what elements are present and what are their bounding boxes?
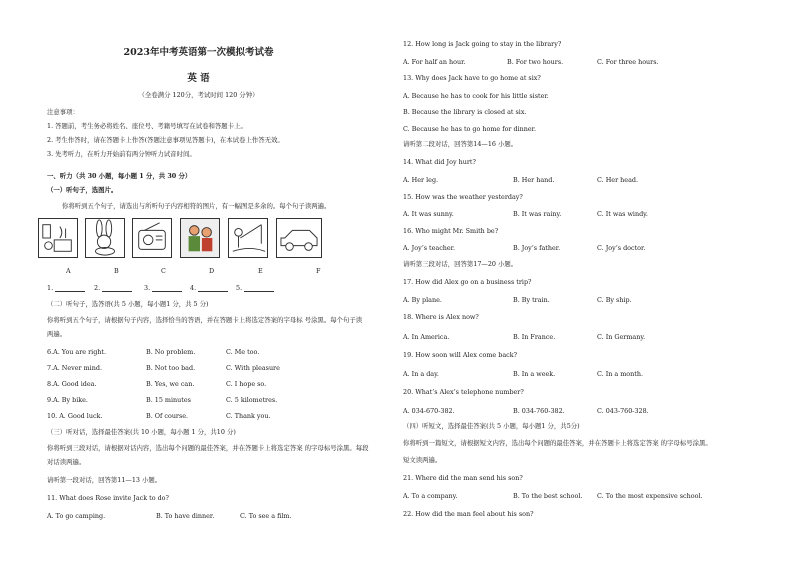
answer-blank-2[interactable]: 2. xyxy=(94,284,132,292)
q12-stem: 12. How long is Jack going to stay in the library? xyxy=(403,40,562,48)
pic-letter-f: F xyxy=(316,267,321,275)
q21-option-b[interactable]: B. To the best school. xyxy=(513,492,583,500)
q17-stem: 17. How did Alex go on a business trip? xyxy=(403,278,532,286)
q19-option-c[interactable]: C. In a month. xyxy=(597,370,643,378)
part-3-title: （三）听对话，选择最佳答案(共 10 小题，每小题 1 分，共10 分) xyxy=(47,428,236,436)
answer-blank-4[interactable]: 4. xyxy=(190,284,228,292)
q18-option-b[interactable]: B. In France. xyxy=(513,333,556,341)
q15-option-b[interactable]: B. It was rainy. xyxy=(513,210,562,218)
q22-stem: 22. How did the man feel about his son? xyxy=(403,510,534,518)
q6-option-b[interactable]: B. No problem. xyxy=(146,348,196,356)
q8-option-a[interactable]: 8.A. Good idea. xyxy=(47,380,97,388)
q7-option-c[interactable]: C. With pleasure xyxy=(226,364,280,372)
q13-stem: 13. Why does Jack have to go home at six? xyxy=(403,74,541,82)
part-3-instruction: 你将听到三段对话，请根据对话内容，选出每个问题的最佳答案，并在答题卡上将选定答案 的字母标号涂黑。每段 xyxy=(47,444,369,452)
q17-option-b[interactable]: B. By train. xyxy=(513,296,550,304)
q16-option-c[interactable]: C. Joy’s doctor. xyxy=(597,244,646,252)
q16-option-b[interactable]: B. Joy’s father. xyxy=(513,244,561,252)
picture-d-people-icon xyxy=(180,218,220,258)
answer-blank-3[interactable]: 3. xyxy=(144,284,182,292)
q15-option-c[interactable]: C. It was windy. xyxy=(597,210,648,218)
part-4-title: （四）听短文，选择最佳答案(共 5 小题，每小题1 分，共5分) xyxy=(403,422,580,430)
q14-option-b[interactable]: B. Her hand. xyxy=(513,176,555,184)
picture-c-radio-icon xyxy=(132,218,172,258)
q6-option-a[interactable]: 6.A. You are right. xyxy=(47,348,107,356)
q18-stem: 18. Where is Alex now? xyxy=(403,313,479,321)
q11-option-c[interactable]: C. To see a film. xyxy=(240,512,292,520)
picture-b-rabbit-icon xyxy=(85,218,125,258)
q19-stem: 19. How soon will Alex come back? xyxy=(403,351,518,359)
q21-stem: 21. Where did the man send his son? xyxy=(403,474,523,482)
q20-stem: 20. What’s Alex’s telephone number? xyxy=(403,388,524,396)
q7-option-a[interactable]: 7.A. Never mind. xyxy=(47,364,102,372)
dialog-2-note: 请听第二段对话，回答第14—16 小题。 xyxy=(403,140,518,148)
q11-stem: 11. What does Rose invite Jack to do? xyxy=(47,494,169,502)
score-note: （全卷满分 120分，考试时间 120 分钟） xyxy=(138,91,259,99)
subject-title: 英 语 xyxy=(187,73,210,84)
q10-option-b[interactable]: B. Of course. xyxy=(146,412,189,420)
q11-option-b[interactable]: B. To have dinner. xyxy=(156,512,215,520)
q12-option-c[interactable]: C. For three hours. xyxy=(597,58,659,66)
q8-option-c[interactable]: C. I hope so. xyxy=(226,380,267,388)
q16-stem: 16. Who might Mr. Smith be? xyxy=(403,227,499,235)
q18-option-a[interactable]: A. In America. xyxy=(403,333,450,341)
q14-option-a[interactable]: A. Her leg. xyxy=(403,176,439,184)
picture-a-cooking-icon xyxy=(38,218,78,258)
section-1-heading: 一、听力（共 30 小题，每小题 1 分，共 30 分） xyxy=(47,172,192,180)
pic-letter-d: D xyxy=(209,267,215,275)
part-2-instruction: 你将听到五个句子，请根据句子内容，选择恰当的答语，并在答题卡上将选定答案的字母标 号涂黑。每个句子读 xyxy=(47,316,363,324)
q9-option-b[interactable]: B. 15 minutes xyxy=(146,396,191,404)
exam-title: 2023年中考英语第一次模拟考试卷 xyxy=(123,47,274,58)
note-1: 1. 答题前，考生务必将姓名、座位号、考籍号填写在试卷和答题卡上。 xyxy=(47,122,247,130)
dialog-3-note: 请听第三段对话，回答第17—20 小题。 xyxy=(403,260,518,268)
part-1-instruction: 你将听到五个句子，请选出与所听句子内容相符的图片，有一幅图是多余的。每个句子读两遍。 xyxy=(62,202,331,210)
q15-stem: 15. How was the weather yesterday? xyxy=(403,193,523,201)
q17-option-c[interactable]: C. By ship. xyxy=(597,296,632,304)
note-3: 3. 先考听力，在听力开始前有两分钟听力试音时间。 xyxy=(47,150,196,158)
pic-letter-e: E xyxy=(258,267,263,275)
pic-letter-a: A xyxy=(66,267,71,275)
q18-option-c[interactable]: C. In Germany. xyxy=(597,333,646,341)
q10-option-c[interactable]: C. Thank you. xyxy=(226,412,271,420)
q8-option-b[interactable]: B. Yes, we can. xyxy=(146,380,195,388)
notes-header: 注意事项： xyxy=(47,108,79,116)
part-1-title: （一）听句子，选图片。 xyxy=(47,186,118,194)
answer-blank-1[interactable]: 1. xyxy=(47,284,85,292)
q10-option-a[interactable]: 10. A. Good luck. xyxy=(47,412,103,420)
picture-e-fishing-icon xyxy=(228,218,268,258)
q13-option-a[interactable]: A. Because he has to cook for his little sister. xyxy=(403,92,549,100)
q7-option-b[interactable]: B. Not too bad. xyxy=(146,364,196,372)
q17-option-a[interactable]: A. By plane. xyxy=(403,296,442,304)
q6-option-c[interactable]: C. Me too. xyxy=(226,348,260,356)
picture-f-car-icon xyxy=(276,218,322,258)
part-4-instruction: 你将听到一篇短文，请根据短文内容，选出每个问题的最佳答案，并在答题卡上将选定答案 的字母标号涂黑。 xyxy=(403,439,712,447)
part-2-title: （二）听句子，选答语(共 5 小题，每小题1 分，共 5 分) xyxy=(47,300,209,308)
q9-option-a[interactable]: 9.A. By bike. xyxy=(47,396,88,404)
q16-option-a[interactable]: A. Joy’s teacher. xyxy=(403,244,456,252)
q21-option-a[interactable]: A. To a company. xyxy=(403,492,458,500)
q20-option-a[interactable]: A. 034-670-382. xyxy=(403,407,455,415)
q12-option-b[interactable]: B. For two hours. xyxy=(507,58,564,66)
q21-option-c[interactable]: C. To the most expensive school. xyxy=(597,492,703,500)
right-column xyxy=(397,0,794,562)
q20-option-c[interactable]: C. 043-760-328. xyxy=(597,407,649,415)
pic-letter-c: C xyxy=(161,267,166,275)
q11-option-a[interactable]: A. To go camping. xyxy=(47,512,106,520)
q15-option-a[interactable]: A. It was sunny. xyxy=(403,210,454,218)
q13-option-b[interactable]: B. Because the library is closed at six. xyxy=(403,108,527,116)
dialog-1-note: 请听第一段对话，回答第11—13 小题。 xyxy=(47,476,162,484)
q9-option-c[interactable]: C. 5 kilometres. xyxy=(226,396,278,404)
q14-option-c[interactable]: C. Her head. xyxy=(597,176,638,184)
q20-option-b[interactable]: B. 034-760-382. xyxy=(513,407,565,415)
q14-stem: 14. What did Joy hurt? xyxy=(403,158,476,166)
q19-option-a[interactable]: A. In a day. xyxy=(403,370,439,378)
q13-option-c[interactable]: C. Because he has to go home for dinner. xyxy=(403,125,537,133)
note-2: 2. 考生作答时，请在答题卡上作答(答题注意事项见答题卡)，在本试卷上作答无效。 xyxy=(47,136,284,144)
q12-option-a[interactable]: A. For half an hour. xyxy=(403,58,466,66)
q19-option-b[interactable]: B. In a week. xyxy=(513,370,556,378)
part-4-instruction-cont: 短文读两遍。 xyxy=(403,456,442,464)
part-2-instruction-cont: 两遍。 xyxy=(47,330,67,338)
part-3-instruction-cont: 对话读两遍。 xyxy=(47,458,86,466)
pic-letter-b: B xyxy=(114,267,119,275)
answer-blank-5[interactable]: 5. xyxy=(236,284,274,292)
